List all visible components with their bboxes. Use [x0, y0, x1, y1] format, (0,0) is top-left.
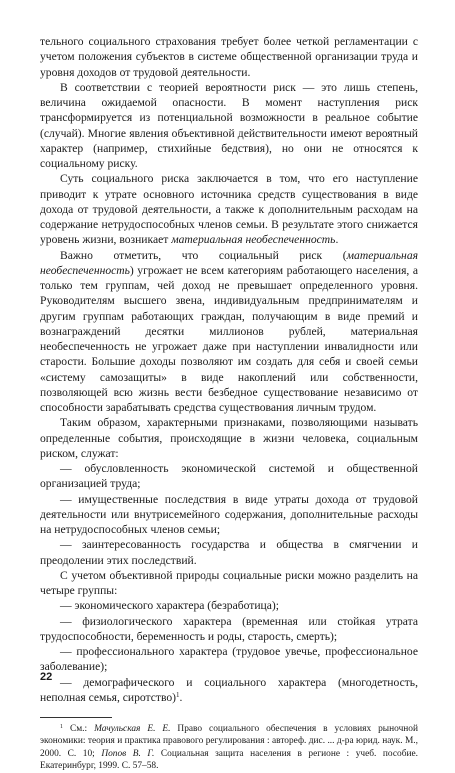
text-run: ) угрожает не всем категориям работающего населения, а только тем группам, чей доход не превышает определенного уровня. Руководителям высшего звена, индивидуальным предпринимателям и другим группам работающих граждан, получающим в виде премий и вознаграждений десятки миллионов рублей, материальная необеспеченность не угрожает даже при наступлении инвалидности или старости. Большие доходы позволяют им создать для себя и своей семьи «систему самозащиты» в виде накоплений или собственности, позволяющей всю жизнь вести безбедное существование независимо от способности зарабатывать средства существования личным трудом. — [40, 263, 418, 414]
text-run: Таким образом, характерными признаками, позволяющими называть определенные события, происходящие в жизни человека, социальным риском, служат: — [40, 416, 418, 460]
paragraph — [40, 80, 418, 172]
footnote — [40, 723, 418, 773]
text-run: — заинтересованность государства и общества в смягчении и преодолении этих последствий. — [40, 538, 418, 567]
paragraph — [40, 598, 418, 613]
text-run: — демографического и социального характера (многодетность, неполная семья, сиротство) — [40, 675, 418, 704]
text-run: Важно отметить, что социальный риск ( — [60, 248, 347, 262]
text-run: — обусловленность экономической системой и общественной организацией труда; — [40, 462, 418, 491]
text-run: Социальная защита населения в регионе : учеб. пособие. Екатеринбург, 1999. С. 57–58. — [40, 748, 418, 772]
footnote-marker: 1 — [176, 690, 180, 699]
text-run: — имущественные последствия в виде утраты дохода от трудовой деятельности или внутрисемейного содержания, дополнительные расходы на нетрудоспособных членов семьи; — [40, 492, 418, 536]
italic-text: Попов В. Г. — [101, 748, 155, 759]
paragraph — [40, 568, 418, 599]
paragraph — [40, 614, 418, 645]
text-run: С учетом объективной природы социальные риски можно разделить на четыре группы: — [40, 568, 418, 597]
text-run: Право социального обеспечения в условиях рыночной экономики: теория и практика правового регулирования : автореф. дис. ... д-ра юрид. наук. М., 2000. С. 10; — [40, 724, 419, 759]
paragraph — [40, 34, 418, 80]
italic-text: материальная необеспеченность — [171, 233, 336, 247]
paragraph — [40, 537, 418, 568]
footnote-marker: 1 — [60, 724, 63, 730]
page-number: 22 — [40, 671, 53, 683]
text-run: . — [179, 690, 183, 704]
text-run: — профессионального характера (трудовое увечье, профессиональное заболевание); — [40, 645, 418, 674]
italic-text: Мачульская Е. Е. — [94, 724, 171, 734]
body-text — [40, 34, 418, 705]
paragraph — [40, 248, 418, 416]
text-run: — физиологического характера (временная или стойкая утрата трудоспособности, беременность и роды, старость, смерть); — [40, 614, 418, 643]
text-run: — экономического характера (безработица); — [60, 599, 279, 613]
text-run: Суть социального риска заключается в том, что его наступление приводит к утрате основного источника средств существования в виде дохода от трудовой деятельности, а также к дополнительным расходам на содержание нетрудоспособных членов семьи. В результате этого снижается уровень жизни, возникает — [40, 172, 418, 247]
paragraph — [40, 675, 418, 706]
paragraph — [40, 461, 418, 492]
footnote-divider — [40, 717, 112, 718]
text-run: . — [335, 233, 339, 247]
italic-text: материальная необеспеченность — [40, 248, 418, 277]
text-run: тельного социального страхования требует более четкой регламентации с учетом положения субъектов в системе общественной организации труда и уровня доходов от трудовой деятельности. — [40, 35, 418, 79]
paragraph — [40, 492, 418, 538]
text-run: См.: — [63, 724, 95, 734]
paragraph — [40, 415, 418, 461]
paragraph — [40, 644, 418, 675]
paragraph — [40, 171, 418, 247]
text-run: В соответствии с теорией вероятности риск — это лишь степень, величина ожидаемой опасности. В момент наступления риск трансформируется из потенциальной возможности в реальное событие (случай). Многие явления объективной действительности имеют вероятный характер (например, стихийные бедствия), но они не относятся к социальному риску. — [40, 80, 418, 170]
